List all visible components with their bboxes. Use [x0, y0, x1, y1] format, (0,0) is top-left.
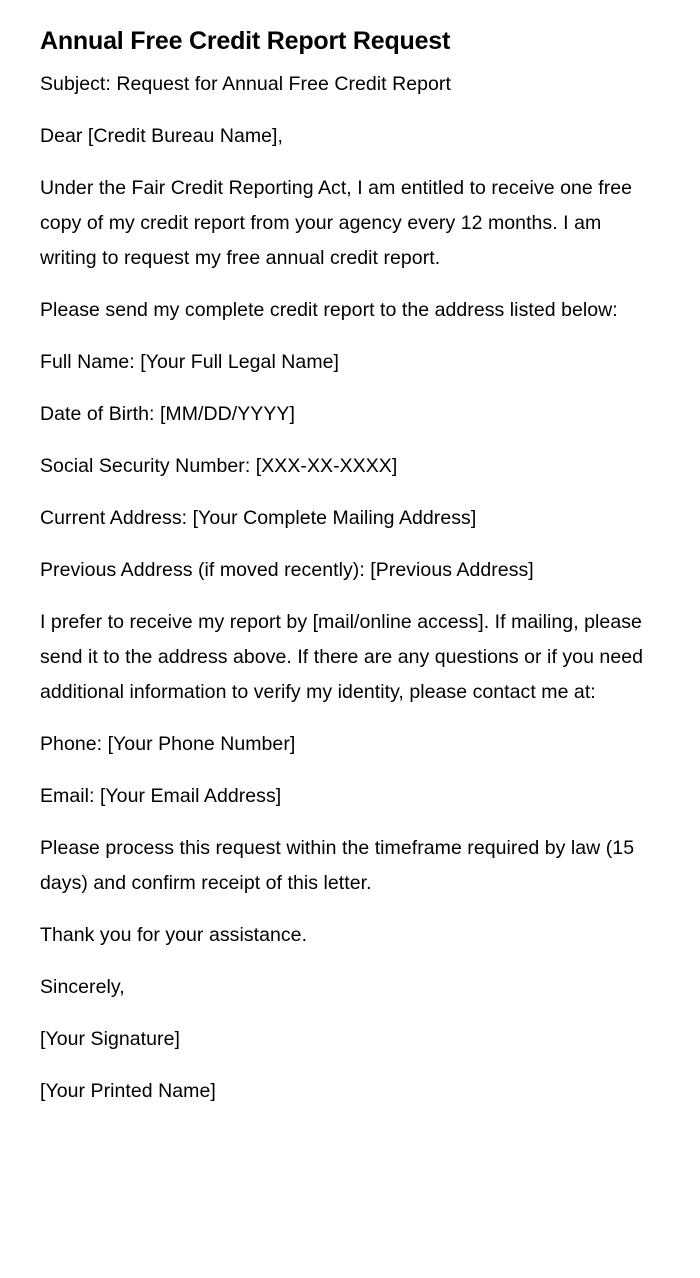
letter-document: [40, 24, 650, 1109]
subject-line: Subject: Request for Annual Free Credit Report: [40, 73, 451, 95]
printed-name-line: [Your Printed Name]: [40, 1080, 216, 1102]
intro-paragraph: Under the Fair Credit Reporting Act, I am entitled to receive one free copy of my credit report from your agency every 12 months. I am writing to request my free annual credit report.: [40, 177, 633, 269]
thanks-line: Thank you for your assistance.: [40, 924, 308, 946]
signature-line: [Your Signature]: [40, 1028, 180, 1050]
current-address-field: Current Address: [Your Complete Mailing Address]: [40, 507, 477, 529]
full-name-field: Full Name: [Your Full Legal Name]: [40, 351, 339, 373]
document-title: Annual Free Credit Report Request: [40, 27, 451, 55]
previous-address-field: Previous Address (if moved recently): [Previous Address]: [40, 559, 534, 581]
closing-line: Sincerely,: [40, 976, 125, 998]
salutation: Dear [Credit Bureau Name],: [40, 125, 283, 147]
phone-field: Phone: [Your Phone Number]: [40, 733, 296, 755]
send-request-paragraph: Please send my complete credit report to the address listed below:: [40, 299, 618, 321]
ssn-field: Social Security Number: [XXX-XX-XXXX]: [40, 455, 398, 477]
processing-request-paragraph: Please process this request within the timeframe required by law (15 days) and confirm receipt of this letter.: [40, 837, 635, 894]
delivery-preference-paragraph: I prefer to receive my report by [mail/online access]. If mailing, please send it to the address above. If there are any questions or if you need additional information to verify my identity, please contact me at:: [40, 611, 644, 703]
date-of-birth-field: Date of Birth: [MM/DD/YYYY]: [40, 403, 295, 425]
email-field: Email: [Your Email Address]: [40, 785, 282, 807]
